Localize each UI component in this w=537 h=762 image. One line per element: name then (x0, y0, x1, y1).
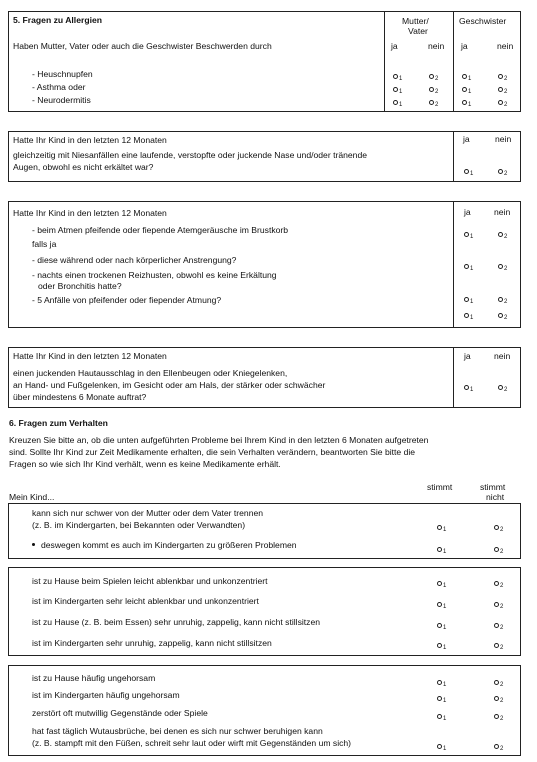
box4-line: einen juckenden Hautausschlag in den Ellenbeugen oder Kniegelenken, (13, 368, 288, 378)
divider (453, 201, 454, 328)
box3-item: - nachts einen trockenen Reizhusten, obwohl es keine Erkältung (32, 270, 277, 280)
option-2[interactable]: 2 (494, 710, 503, 724)
option-1[interactable]: 1 (464, 293, 473, 307)
box7-item: ist im Kindergarten häufig ungehorsam (32, 690, 180, 700)
box4-title: Hatte Ihr Kind in den letzten 12 Monaten (13, 351, 167, 361)
box4-nein: nein (494, 351, 511, 361)
box6-item: ist im Kindergarten sehr leicht ablenkbar und unkonzentriert (32, 596, 259, 606)
option-1[interactable]: 1 (437, 740, 446, 754)
col-header-mutter: Mutter/ (402, 16, 429, 26)
box5-item: (z. B. im Kindergarten, bei Bekannten oder Verwandten) (32, 520, 246, 530)
option-1[interactable]: 1 (437, 619, 446, 633)
section6-title: 6. Fragen zum Verhalten (9, 418, 108, 428)
box3-title: Hatte Ihr Kind in den letzten 12 Monaten (13, 208, 167, 218)
section5-question: Haben Mutter, Vater oder auch die Geschwister Beschwerden durch (13, 41, 272, 51)
box3-ja: ja (464, 207, 471, 217)
option-2[interactable]: 2 (498, 293, 507, 307)
option-2[interactable]: 2 (494, 692, 503, 706)
box2-title: Hatte Ihr Kind in den letzten 12 Monaten (13, 135, 167, 145)
option-1[interactable]: 1 (437, 598, 446, 612)
box7-item: zerstört oft mutwillig Gegenstände oder Spiele (32, 708, 208, 718)
option-1[interactable]: 1 (437, 521, 446, 535)
box6-item: ist im Kindergarten sehr unruhig, zappelig, kann nicht stillsitzen (32, 638, 272, 648)
box6-item: ist zu Hause (z. B. beim Essen) sehr unruhig, zappelig, kann nicht stillsitzen (32, 617, 321, 627)
section6-intro: sind. Sollte Ihr Kind zur Zeit Medikamente erhalten, die sein Verhalten verändern, beantworten Sie bitte die (9, 447, 416, 457)
box2-ja: ja (463, 134, 470, 144)
option-2[interactable]: 2 (494, 740, 503, 754)
box3-item: - diese während oder nach körperlicher Anstrengung? (32, 255, 237, 265)
box3-item: oder Bronchitis hatte? (38, 281, 122, 291)
option-2[interactable]: 2 (494, 521, 503, 535)
option-1[interactable]: 1 (393, 70, 402, 84)
option-2[interactable]: 2 (498, 228, 507, 242)
box7-item: hat fast täglich Wutausbrüche, bei denen es sich nur schwer beruhigen kann (32, 726, 323, 736)
option-2[interactable]: 2 (429, 96, 438, 110)
option-1[interactable]: 1 (462, 96, 471, 110)
box3-item: falls ja (32, 239, 57, 249)
divider (384, 11, 385, 112)
option-1[interactable]: 1 (464, 309, 473, 323)
option-2[interactable]: 2 (429, 70, 438, 84)
col-ja-mv: ja (391, 41, 398, 51)
option-1[interactable]: 1 (464, 381, 473, 395)
box4-line: an Hand- und Fußgelenken, im Gesicht oder am Hals, der stärker oder schwächer (13, 380, 326, 390)
box4-ja: ja (464, 351, 471, 361)
option-1[interactable]: 1 (464, 228, 473, 242)
box3-item: - 5 Anfälle von pfeifender oder fiepender Atmung? (32, 295, 222, 305)
option-1[interactable]: 1 (393, 96, 402, 110)
section6-intro: Kreuzen Sie bitte an, ob die unten aufgeführten Probleme bei Ihrem Kind in den letzten 6 Monaten aufgetreten (9, 435, 429, 445)
item-asthma: - Asthma oder (32, 82, 86, 92)
box7-item: (z. B. stampft mit den Füßen, schreit sehr laut oder wirft mit Gegenständen um sich) (32, 738, 352, 748)
option-2[interactable]: 2 (498, 70, 507, 84)
option-2[interactable]: 2 (494, 639, 503, 653)
option-1[interactable]: 1 (437, 692, 446, 706)
mein-kind-label: Mein Kind... (9, 492, 55, 502)
section6-intro: Fragen so wie sich Ihr Kind verhält, wenn es keine Medikamente erhält. (9, 459, 281, 469)
item-neurodermitis: - Neurodermitis (32, 95, 91, 105)
box4-line: über mindestens 6 Monate auftrat? (13, 392, 147, 402)
box2-line: Augen, obwohl es nicht erkältet war? (13, 162, 154, 172)
col-stimmt-nicht: stimmt (480, 482, 506, 492)
option-2[interactable]: 2 (494, 619, 503, 633)
col-header-vater: Vater (408, 26, 428, 36)
box3-item: - beim Atmen pfeifende oder fiepende Atemgeräusche im Brustkorb (32, 225, 289, 235)
option-2[interactable]: 2 (494, 598, 503, 612)
option-2[interactable]: 2 (429, 83, 438, 97)
box7-item: ist zu Hause häufig ungehorsam (32, 673, 156, 683)
col-nein-mv: nein (428, 41, 445, 51)
option-2[interactable]: 2 (498, 165, 507, 179)
option-1[interactable]: 1 (464, 260, 473, 274)
col-stimmt-nicht: nicht (486, 492, 505, 502)
option-2[interactable]: 2 (494, 676, 503, 690)
option-1[interactable]: 1 (437, 639, 446, 653)
option-2[interactable]: 2 (494, 577, 503, 591)
option-2[interactable]: 2 (498, 96, 507, 110)
box6-item: ist zu Hause beim Spielen leicht ablenkbar und unkonzentriert (32, 576, 268, 586)
box2-nein: nein (495, 134, 512, 144)
option-2[interactable]: 2 (498, 309, 507, 323)
option-2[interactable]: 2 (498, 381, 507, 395)
section5-title: 5. Fragen zu Allergien (13, 15, 102, 25)
option-1[interactable]: 1 (437, 543, 446, 557)
col-ja-g: ja (461, 41, 468, 51)
divider (453, 11, 454, 112)
box5-item: deswegen kommt es auch im Kindergarten zu größeren Problemen (32, 540, 297, 550)
option-1[interactable]: 1 (464, 165, 473, 179)
option-1[interactable]: 1 (393, 83, 402, 97)
option-1[interactable]: 1 (437, 710, 446, 724)
col-header-geschwister: Geschwister (459, 16, 507, 26)
option-1[interactable]: 1 (437, 676, 446, 690)
col-stimmt: stimmt (427, 482, 453, 492)
box5-item: kann sich nur schwer von der Mutter oder dem Vater trennen (32, 508, 264, 518)
option-2[interactable]: 2 (498, 83, 507, 97)
col-nein-g: nein (497, 41, 514, 51)
option-1[interactable]: 1 (462, 70, 471, 84)
option-1[interactable]: 1 (437, 577, 446, 591)
divider (453, 131, 454, 182)
box2-line: gleichzeitig mit Niesanfällen eine laufende, verstopfte oder juckende Nase und/oder tränende (13, 150, 368, 160)
option-2[interactable]: 2 (494, 543, 503, 557)
option-2[interactable]: 2 (498, 260, 507, 274)
item-heuschnupfen: - Heuschnupfen (32, 69, 93, 79)
bullet-icon (32, 543, 35, 546)
box3-nein: nein (494, 207, 511, 217)
divider (453, 347, 454, 408)
option-1[interactable]: 1 (462, 83, 471, 97)
